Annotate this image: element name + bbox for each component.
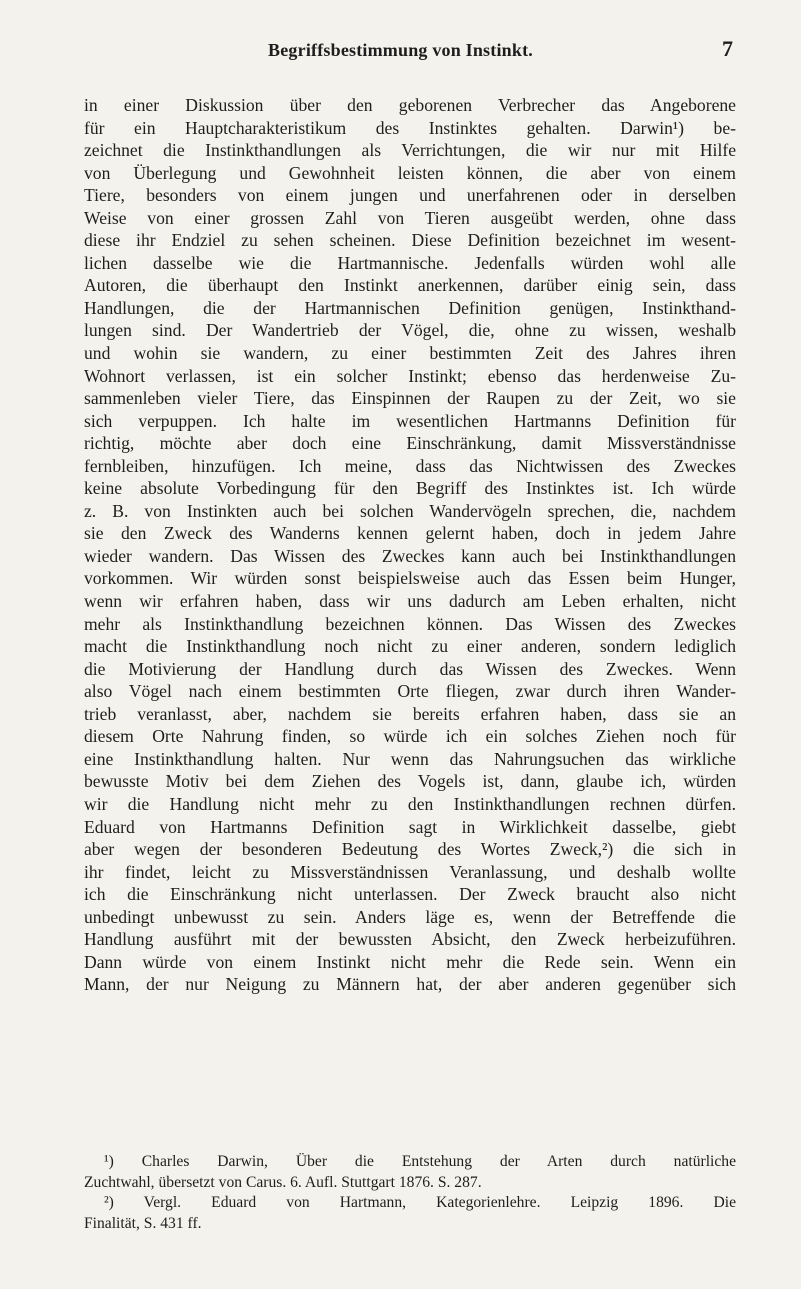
- text-line: diese ihr Endziel zu sehen scheinen. Diese Definition bezeichnet im wesent-: [84, 230, 736, 251]
- text-line: eine Instinkthandlung halten. Nur wenn das Nahrungsuchen das wirkliche: [84, 748, 736, 769]
- text-line: vorkommen. Wir würden sonst beispielsweise auch das Essen beim Hunger,: [84, 568, 736, 589]
- text-line: richtig, möchte aber doch eine Einschränkung, damit Missverständnisse: [84, 433, 736, 454]
- text-line: diesem Orte Nahrung finden, so würde ich ein solches Ziehen noch für: [84, 726, 736, 747]
- text-line: macht die Instinkthandlung noch nicht zu einer anderen, sondern lediglich: [84, 636, 736, 657]
- text-line: Eduard von Hartmanns Definition sagt in Wirklichkeit dasselbe, giebt: [84, 816, 736, 837]
- text-line: aber wegen der besonderen Bedeutung des Wortes Zweck,²) die sich in: [84, 839, 736, 860]
- text-line: Tiere, besonders von einem jungen und unerfahrenen oder in derselben: [84, 185, 736, 206]
- text-line: Autoren, die überhaupt den Instinkt anerkennen, darüber einig sein, dass: [84, 275, 736, 296]
- text-line: wieder wandern. Das Wissen des Zweckes kann auch bei Instinkthandlungen: [84, 545, 736, 566]
- text-line: also Vögel nach einem bestimmten Orte fliegen, zwar durch ihren Wander-: [84, 681, 736, 702]
- text-line: sammenleben vieler Tiere, das Einspinnen der Raupen zu der Zeit, wo sie: [84, 388, 736, 409]
- text-line: und wohin sie wandern, zu einer bestimmten Zeit des Jahres ihren: [84, 343, 736, 364]
- footnote-2-line-2: Finalität, S. 431 ff.: [84, 1214, 202, 1232]
- text-line: Handlung ausführt mit der bewussten Absicht, den Zweck herbeizuführen.: [84, 929, 736, 950]
- footnote-1-line-2: Zuchtwahl, übersetzt von Carus. 6. Aufl. Stuttgart 1876. S. 287.: [84, 1173, 482, 1191]
- footnote-2-line-1: ²) Vergl. Eduard von Hartmann, Kategorienlehre. Leipzig 1896. Die: [104, 1194, 736, 1211]
- text-line: mehr als Instinkthandlung bezeichnen können. Das Wissen des Zweckes: [84, 613, 736, 634]
- text-line: wir die Handlung nicht mehr zu den Instinkthandlungen rechnen dürfen.: [84, 793, 736, 814]
- footnotes: [84, 1152, 736, 1234]
- text-line: z. B. von Instinkten auch bei solchen Wandervögeln sprechen, die, nachdem: [84, 500, 736, 521]
- text-line: sie den Zweck des Wanderns kennen gelernt haben, doch in jedem Jahre: [84, 523, 736, 544]
- text-line: zeichnet die Instinkthandlungen als Verrichtungen, die wir nur mit Hilfe: [84, 140, 736, 161]
- text-line: Weise von einer grossen Zahl von Tieren ausgeübt werden, ohne dass: [84, 207, 736, 228]
- text-line: Handlungen, die der Hartmannischen Definition genügen, Instinkthand-: [84, 297, 736, 318]
- text-line: lichen dasselbe wie die Hartmannische. Jedenfalls würden wohl alle: [84, 252, 736, 273]
- text-line: bewusste Motiv bei dem Ziehen des Vogels ist, dann, glaube ich, würden: [84, 771, 736, 792]
- text-line: sich verpuppen. Ich halte im wesentlichen Hartmanns Definition für: [84, 410, 736, 431]
- text-line: Dann würde von einem Instinkt nicht mehr die Rede sein. Wenn ein: [84, 951, 736, 972]
- text-line: für ein Hauptcharakteristikum des Instinktes gehalten. Darwin¹) be-: [84, 117, 736, 138]
- text-line: unbedingt unbewusst zu sein. Anders läge es, wenn der Betreffende die: [84, 906, 736, 927]
- text-line: fernbleiben, hinzufügen. Ich meine, dass das Nichtwissen des Zweckes: [84, 455, 736, 476]
- text-line: in einer Diskussion über den geborenen Verbrecher das Angeborene: [84, 95, 736, 115]
- text-line: die Motivierung der Handlung durch das Wissen des Zweckes. Wenn: [84, 658, 736, 679]
- text-line: Mann, der nur Neigung zu Männern hat, der aber anderen gegenüber sich: [84, 974, 736, 995]
- text-line: wenn wir erfahren haben, dass wir uns dadurch am Leben erhalten, nicht: [84, 591, 736, 612]
- text-line: lungen sind. Der Wandertrieb der Vögel, die, ohne zu wissen, weshalb: [84, 320, 736, 341]
- text-line: ich die Einschränkung nicht unterlassen. Der Zweck braucht also nicht: [84, 884, 736, 905]
- footnote-1-line-1: ¹) Charles Darwin, Über die Entstehung der Arten durch natürliche: [104, 1153, 736, 1170]
- running-header: Begriffsbestimmung von Instinkt.: [268, 40, 533, 60]
- page-number: 7: [722, 36, 733, 61]
- text-line: von Überlegung und Gewohnheit leisten können, die aber von einem: [84, 162, 736, 183]
- text-line: ihr findet, leicht zu Missverständnissen Veranlassung, und deshalb wollte: [84, 861, 736, 882]
- text-line: keine absolute Vorbedingung für den Begriff des Instinktes ist. Ich würde: [84, 478, 736, 499]
- text-line: Wohnort verlassen, ist ein solcher Instinkt; ebenso das herdenweise Zu-: [84, 365, 736, 386]
- text-line: trieb veranlasst, aber, nachdem sie bereits erfahren haben, dass sie an: [84, 703, 736, 724]
- body-text: [84, 94, 736, 996]
